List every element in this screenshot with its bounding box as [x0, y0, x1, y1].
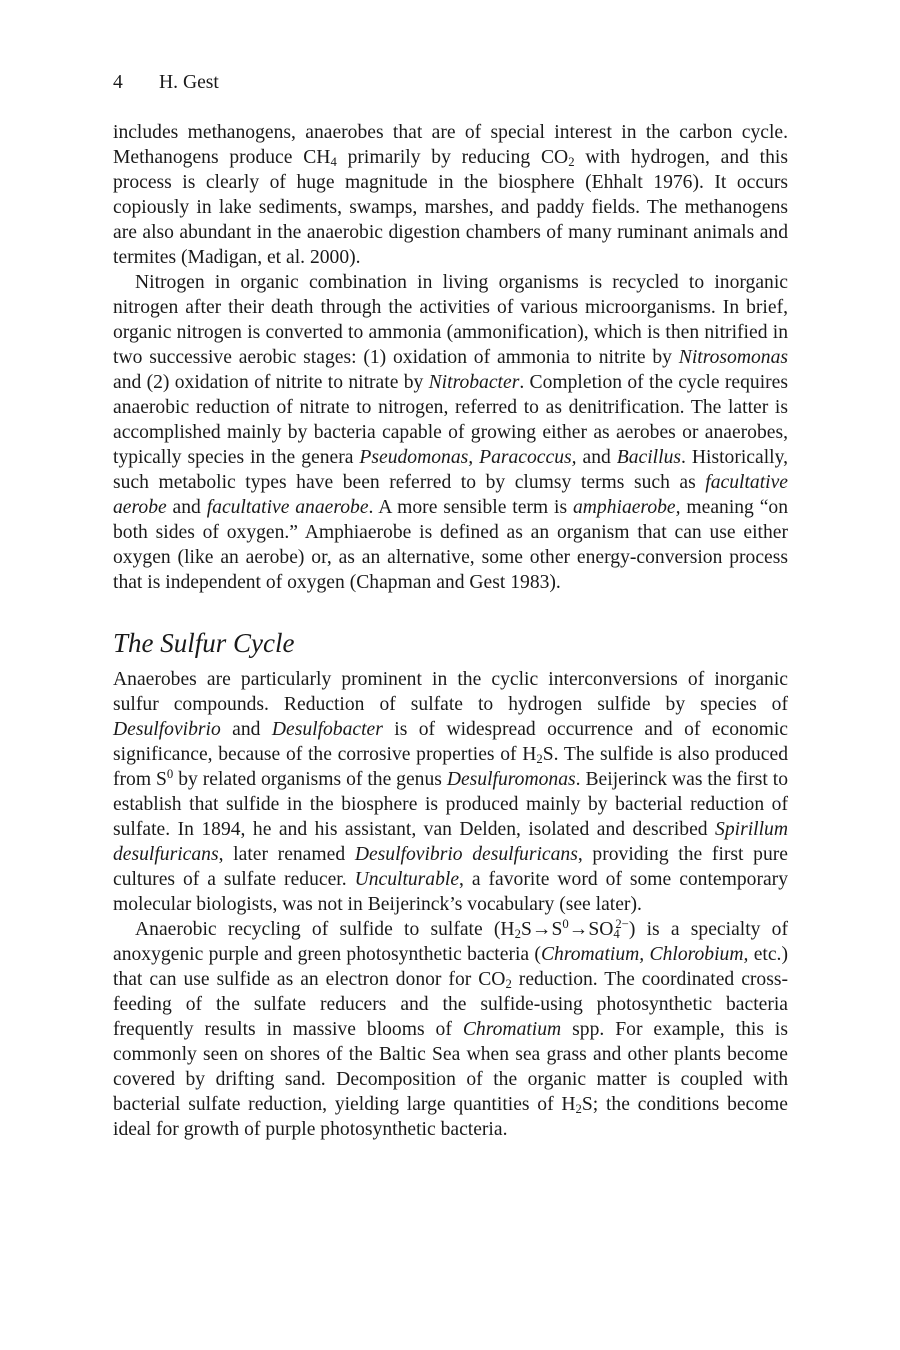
text-run: meaning “on both sides of oxygen.” Amphiaerobe is defined as an organism that can use either oxygen (like an aerobe) or, as an alternative, some other energy-conversion process that is independent of oxygen (Chapman and Gest 1983).	[113, 497, 789, 593]
text-run: spp. For example, this is commonly seen on shores of the Baltic Sea when sea grass and other plants become covered by drifting sand. Decomposition of the organic matter is coupled with bacterial sulfate reduction, yielding large quantities of H	[113, 1019, 789, 1115]
italic-term: Chromatium	[462, 1019, 562, 1040]
superscript: 0	[562, 917, 569, 931]
subscript: 2	[575, 1102, 582, 1117]
italic-term: amphiaerobe,	[572, 497, 681, 518]
paragraph-sulfide-recycling	[113, 917, 788, 1142]
text-run: . Completion of the cycle requires anaerobic reduction of nitrate to nitrogen, referred to as denitrification. The latter is accomplished mainly by bacteria capable of growing either as aerobes or anaerobes, typically species in the genera	[113, 372, 788, 468]
subscript: 2	[514, 927, 521, 942]
subscript: 2	[536, 752, 543, 767]
italic-term: Desulfovibrio desulfuricans	[354, 844, 578, 865]
text-run: includes methanogens, anaerobes that are of special interest in the carbon cycle. Methanogens produce CH	[113, 122, 788, 168]
text-run: Nitrogen in organic combination in living organisms is recycled to inorganic nitrogen after their death through the activities of various microorganisms. In brief, organic nitrogen is converted to ammonia (ammonification), which is then nitrified in two successive aerobic stages: (1) oxidation of ammonia to nitrite by	[113, 272, 788, 368]
text-run: by related organisms of the genus	[173, 769, 447, 790]
text-run: is of widespread occurrence and of economic significance, because of the corrosive properties of H	[113, 719, 788, 765]
subscript: 2	[568, 155, 575, 170]
italic-term: Pseudomonas, Paracoccus,	[359, 447, 577, 468]
italic-term: Desulfobacter	[271, 719, 383, 740]
italic-term: facultative aerobe	[113, 472, 788, 518]
text-run: Anaerobes are particularly prominent in the cyclic interconversions of inorganic sulfur compounds. Reduction of sulfate to hydrogen sulfide by species of	[113, 669, 788, 715]
text-run: reduction. The coordinated cross-feeding of the sulfate reducers and the sulfide-using photosynthetic bacteria frequently results in massive blooms of	[113, 969, 788, 1040]
text-run: and	[576, 447, 617, 468]
italic-term: Spirillum desulfuricans	[113, 819, 788, 865]
superscript: 0	[166, 767, 174, 781]
text-run: S. The sulfide is also produced from S	[113, 744, 788, 790]
text-run: ) is a specialty of anoxygenic purple and green photosynthetic bacteria (	[113, 919, 788, 965]
paragraph-sulfate-reduction	[113, 667, 788, 917]
text-run: and	[220, 719, 272, 740]
text-run: →SO	[568, 919, 614, 940]
text-run: , later renamed	[218, 844, 355, 865]
italic-term: Desulfuromonas	[446, 769, 576, 790]
text-run: and (2) oxidation of nitrite to nitrate by	[113, 372, 429, 393]
italic-term: Nitrosomonas	[678, 347, 788, 368]
superscript: 2−	[615, 917, 629, 931]
running-head-author: H. Gest	[159, 72, 219, 93]
book-page	[113, 70, 788, 1142]
subscript: 4	[330, 155, 337, 170]
italic-term: Desulfovibrio	[113, 719, 221, 740]
italic-term: Unculturable	[354, 869, 460, 890]
text-run: and	[166, 497, 207, 518]
subscript: 2	[505, 977, 512, 992]
text-run: etc.) that can use sulfide as an electron donor for CO	[113, 944, 788, 990]
text-run: . Beijerinck was the first to establish that sulfide in the biosphere is produced mainly by bacterial reduction of sulfate. In 1894, he and his assistant, van Delden, isolated and described	[113, 769, 788, 840]
italic-term: facultative anaerobe	[206, 497, 369, 518]
section-heading: The Sulfur Cycle	[113, 628, 295, 658]
italic-term: Bacillus	[616, 447, 681, 468]
running-header	[113, 70, 788, 95]
paragraph-methanogens	[113, 120, 788, 270]
italic-term: Chromatium, Chlorobium,	[540, 944, 749, 965]
text-run: , a favorite word of some contemporary molecular biologists, was not in Beijerinck’s vocabulary (see later).	[113, 869, 788, 915]
paragraph-nitrogen-cycle	[113, 270, 788, 595]
text-run: with hydrogen, and this process is clearly of huge magnitude in the biosphere (Ehhalt 1976). It occurs copiously in lake sediments, swamps, marshes, and paddy fields. The methanogens are also abundant in the anaerobic digestion chambers of many ruminant animals and termites (Madigan, et al. 2000).	[113, 147, 788, 268]
subscript: 4	[613, 927, 620, 942]
text-run: S; the conditions become ideal for growth of purple photosynthetic bacteria.	[113, 1094, 788, 1140]
text-run: . A more sensible term is	[368, 497, 573, 518]
text-run: , providing the first pure cultures of a sulfate reducer.	[113, 844, 788, 890]
text-run: Anaerobic recycling of sulfide to sulfate (H	[135, 919, 515, 940]
text-run: . Historically, such metabolic types have been referred to by clumsy terms such as	[113, 447, 789, 493]
italic-term: Nitrobacter	[428, 372, 520, 393]
page-number: 4	[113, 72, 123, 93]
text-run: primarily by reducing CO	[336, 147, 569, 168]
text-run: S→S	[520, 919, 563, 940]
